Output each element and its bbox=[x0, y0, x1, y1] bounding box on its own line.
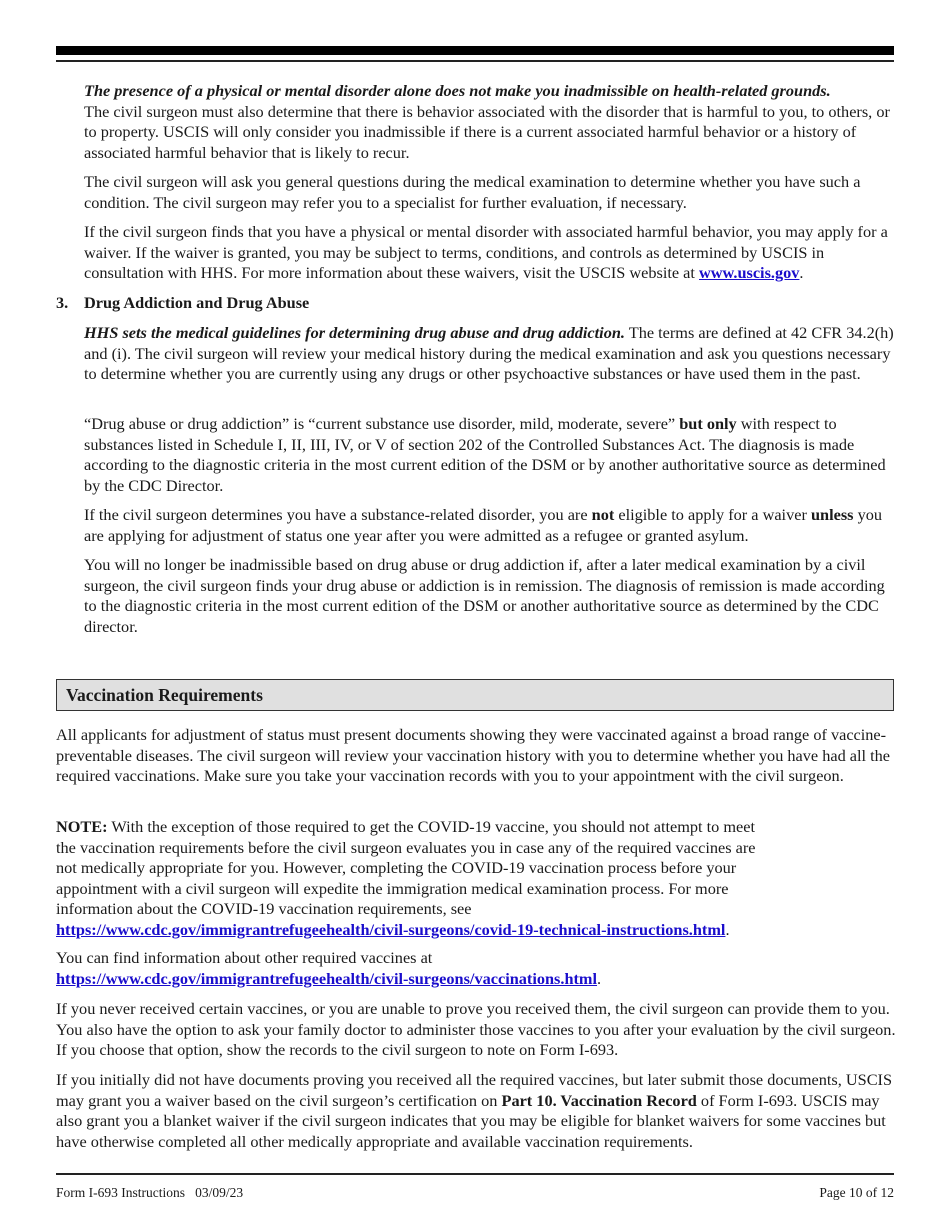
bold-text: Part 10. Vaccination Record bbox=[501, 1090, 697, 1110]
footer-page-number: Page 10 of 12 bbox=[819, 1185, 894, 1200]
paragraph-hhs-guidelines bbox=[84, 323, 896, 385]
body-text: eligible to apply for a waiver bbox=[614, 505, 811, 524]
bold-text: not bbox=[591, 505, 615, 524]
body-text: With the exception of those required to get the COVID-19 vaccine, you should not attempt to meet the vaccination requirements before the civil surgeon evaluates you in case any of the required vaccines are not medically appropriate for you. However, completing the COVID-19 vaccination process before your appointment with a civil surgeon will expedite the immigration medical examination process. For more information about the COVID-19 vaccination requirements, see bbox=[56, 817, 756, 918]
covid-instructions-link[interactable]: https://www.cdc.gov/immigrantrefugeehealth/civil-surgeons/covid-19-technical-instructions.html bbox=[56, 919, 726, 939]
body-text: If the civil surgeon finds that you have a physical or mental disorder with associated harmful behavior, you may apply for a waiver. If the waiver is granted, you may be subject to terms, conditions, and controls as determined by USCIS in consultation with HHS. For more information about these waivers, visit the USCIS website at bbox=[84, 222, 888, 282]
body-text: If you initially did not have documents proving you received all the required vaccines, but later submit those documents, USCIS may grant you a waiver based on the civil surgeon’s certification on bbox=[56, 1070, 893, 1110]
body-text: “Drug abuse or drug addiction” is “current substance use disorder, mild, moderate, severe” bbox=[84, 414, 680, 433]
emphasis-text: HHS sets the medical guidelines for determining drug abuse and drug addiction. bbox=[84, 323, 625, 342]
bold-text: but only bbox=[679, 414, 737, 433]
body-text: . bbox=[799, 263, 804, 282]
body-text: with respect to substances listed in Schedule I, II, III, IV, or V of section 202 of the Controlled Substances Act. The diagnosis is made according to the diagnostic criteria in the most current edition of the DSM or by another authoritative source as determined by the CDC Director. bbox=[84, 414, 886, 495]
paragraph-disorder-presence bbox=[84, 81, 896, 163]
body-text: The terms are defined at 42 CFR 34.2(h) and (i). The civil surgeon will review your medical history during the medical examination and ask you questions necessary to determine whether you are currently using any drugs or other psychoactive substances or have used them in the past. bbox=[84, 323, 894, 383]
note-label: NOTE: bbox=[56, 817, 108, 836]
body-text: of Form I-693. USCIS may also grant you a blanket waiver if the civil surgeon indicates that you may be eligible for blanket waivers for some vaccines but have otherwise completed all other medically appropriate and available vaccination requirements. bbox=[56, 1090, 886, 1151]
section-number: 3. bbox=[56, 293, 69, 312]
body-text: you are applying for adjustment of status one year after you were admitted as a refugee or granted asylum. bbox=[84, 505, 882, 545]
paragraph-waiver-eligibility bbox=[84, 505, 896, 546]
paragraph-vaccination-intro: All applicants for adjustment of status must present documents showing they were vaccinated against a broad range of vaccine-preventable diseases. The civil surgeon will review your vaccination history with you to determine whether you have had all the required vaccinations. Make sure you take your vaccination records with you to your appointment with the civil surgeon. bbox=[56, 725, 891, 785]
footer-form-info: Form I-693 Instructions 03/09/23 bbox=[56, 1185, 244, 1200]
header-rule-thick bbox=[56, 46, 894, 55]
header-rule-thin bbox=[56, 60, 894, 62]
emphasis-text: The presence of a physical or mental disorder alone does not make you inadmissible on health-related grounds. bbox=[84, 81, 831, 100]
section-header-box bbox=[56, 679, 894, 711]
paragraph-note bbox=[56, 817, 761, 940]
paragraph-missing-vaccines: If you never received certain vaccines, or you are unable to prove you received them, the civil surgeon can provide them to you. You also have the option to ask your family doctor to administer those vaccines to you after your evaluation by the civil surgeon. If you choose that option, show the records to the civil surgeon to note on Form I-693. bbox=[56, 999, 896, 1059]
paragraph-remission: You will no longer be inadmissible based on drug abuse or drug addiction if, after a later medical examination by a civil surgeon, the civil surgeon finds your drug abuse or addiction is in remission. The diagnosis of remission is made according to the diagnostic criteria in the most current edition of the DSM or another authoritative source as determined by the CDC director. bbox=[84, 555, 885, 636]
uscis-website-link[interactable]: www.uscis.gov bbox=[699, 263, 800, 282]
paragraph-drug-abuse-definition bbox=[84, 414, 896, 496]
body-text: You can find information about other required vaccines at bbox=[56, 948, 433, 967]
body-text: . bbox=[597, 968, 602, 988]
bold-text: unless bbox=[810, 505, 854, 524]
body-text: If the civil surgeon determines you have a substance-related disorder, you are bbox=[84, 505, 592, 524]
vaccinations-link[interactable]: https://www.cdc.gov/immigrantrefugeehealth/civil-surgeons/vaccinations.html bbox=[56, 968, 598, 988]
body-text: . bbox=[725, 919, 730, 939]
body-text: The civil surgeon must also determine that there is behavior associated with the disorder that is harmful to you, to others, or to property. USCIS will only consider you inadmissible if there is a current associated harmful behavior or a history of associated harmful behavior that is likely to recur. bbox=[84, 101, 890, 162]
paragraph-waiver-info bbox=[84, 222, 896, 284]
footer-rule bbox=[56, 1173, 894, 1175]
paragraph-other-vaccines bbox=[56, 948, 656, 989]
section-heading-drug-addiction: Drug Addiction and Drug Abuse bbox=[84, 293, 310, 312]
paragraph-general-questions: The civil surgeon will ask you general questions during the medical examination to determine whether you have such a condition. The civil surgeon may refer you to a specialist for further evaluation, if necessary. bbox=[84, 172, 861, 212]
paragraph-blanket-waiver bbox=[56, 1070, 896, 1152]
section-heading-vaccination: Vaccination Requirements bbox=[66, 685, 263, 705]
